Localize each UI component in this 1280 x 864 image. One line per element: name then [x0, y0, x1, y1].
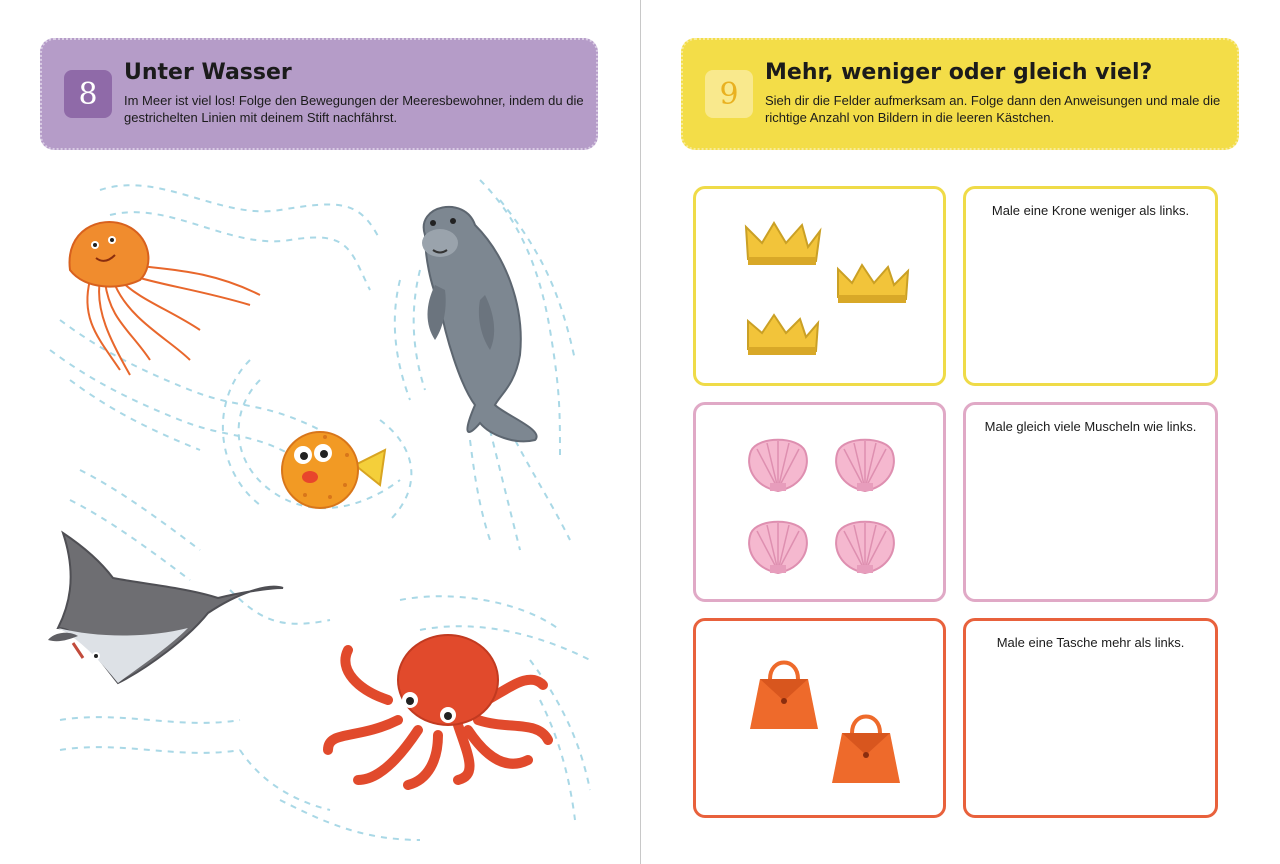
bag-icon: [830, 703, 902, 787]
draw-shells-box[interactable]: [963, 402, 1218, 602]
jellyfish-illustration: [60, 210, 270, 380]
box-instruction: Male gleich viele Muscheln wie links.: [984, 419, 1197, 434]
bags-picture-box: [693, 618, 946, 818]
crown-icon: [744, 311, 822, 359]
exercise-9-banner: [681, 38, 1239, 150]
bag-icon: [748, 649, 820, 733]
shell-icon: [743, 431, 813, 493]
draw-crowns-box[interactable]: [963, 186, 1218, 386]
box-instruction: Male eine Tasche mehr als links.: [996, 635, 1185, 650]
shell-icon: [830, 431, 900, 493]
draw-bags-box[interactable]: [963, 618, 1218, 818]
right-page: [641, 0, 1280, 864]
crowns-picture-box: [693, 186, 946, 386]
exercise-title: Mehr, weniger oder gleich viel?: [765, 60, 1153, 85]
exercise-8-banner: [40, 38, 598, 150]
manatee-illustration: [405, 195, 550, 445]
octopus-illustration: [318, 630, 563, 790]
pufferfish-illustration: [275, 425, 390, 515]
shell-icon: [830, 513, 900, 575]
exercise-number-badge: 8: [64, 70, 112, 118]
crown-icon: [834, 261, 912, 306]
shells-picture-box: [693, 402, 946, 602]
exercise-instructions: Im Meer ist viel los! Folge den Bewegungen der Meeresbewohner, indem du die gestrichelten Linien mit deinem Stift nachfährst.: [124, 93, 584, 125]
crown-icon: [744, 219, 822, 269]
manta-ray-illustration: [38, 528, 288, 693]
shell-icon: [743, 513, 813, 575]
exercise-instructions: Sieh dir die Felder aufmerksam an. Folge dann den Anweisungen und male die richtige Anzahl von Bildern in die leeren Kästchen.: [765, 93, 1221, 125]
exercise-number-badge: 9: [705, 70, 753, 118]
box-instruction: Male eine Krone weniger als links.: [991, 203, 1190, 218]
exercise-title: Unter Wasser: [124, 60, 292, 85]
